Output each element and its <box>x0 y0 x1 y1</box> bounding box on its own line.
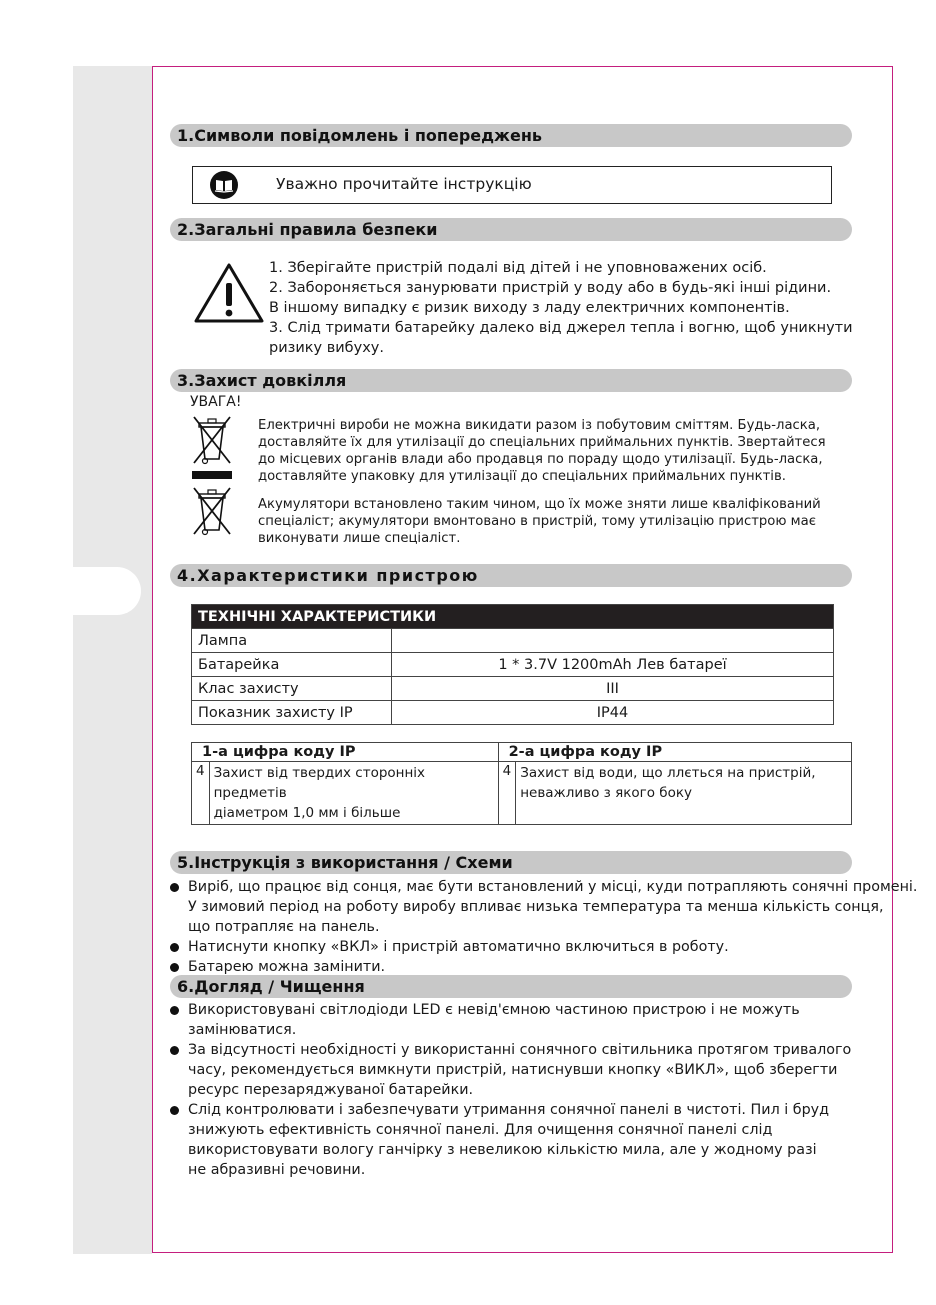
usage-line: Батарею можна замінити. <box>188 959 386 975</box>
warning-triangle-icon <box>193 262 265 324</box>
ip-header-second-digit: 2-а цифра коду IP <box>498 743 851 762</box>
ip-digit: 4 <box>498 762 516 825</box>
bullet-icon <box>170 963 179 972</box>
spec-label: Батарейка <box>192 653 392 677</box>
ip-header-first-digit: 1-а цифра коду IP <box>192 743 499 762</box>
notice-text: Уважно прочитайте інструкцію <box>276 175 532 193</box>
table-row <box>192 677 834 701</box>
spec-value: 1 * 3.7V 1200mAh Лев батареї <box>392 653 834 677</box>
ip-description-line: Захист від води, що ллється на пристрій, <box>520 765 816 781</box>
book-icon <box>210 171 238 199</box>
book-icon-glyph <box>210 171 238 199</box>
safety-rules <box>269 258 853 358</box>
bullet-icon <box>170 883 179 892</box>
env-line: до місцевих органів влади або продавця по пораду щодо утилізації. Будь-ласка, <box>258 452 823 467</box>
crossed-bin-icon <box>190 484 234 538</box>
ip-description-line: діаметром 1,0 мм і більше <box>213 805 401 821</box>
spec-header: ТЕХНІЧНІ ХАРАКТЕРИСТИКИ <box>192 605 834 629</box>
usage-line: що потрапляє на панель. <box>188 919 380 935</box>
section-title-6: 6.Догляд / Чищення <box>177 977 365 996</box>
ip-description-line: неважливо з якого боку <box>520 785 692 801</box>
care-line: часу, рекомендується вимкнути пристрій, натиснувши кнопку «ВИКЛ», щоб зберегти <box>188 1062 838 1078</box>
care-line: знижують ефективність сонячної панелі. Для очищення сонячної панелі слід <box>188 1122 773 1138</box>
ip-header-row <box>192 743 852 762</box>
env-line: доставляйте їх для утилізації до спеціальних приймальних пунктів. Звертайтеся <box>258 435 826 450</box>
spec-label: Клас захисту <box>192 677 392 701</box>
ip-description <box>209 762 498 825</box>
care-text <box>188 1000 851 1180</box>
safety-line: 2. Забороняється занурювати пристрій у воду або в будь-які інші рідини. <box>269 280 832 296</box>
warning-label: УВАГА! <box>190 394 242 410</box>
care-line: використовувати вологу ганчірку з невеликою кількістю мила, але у жодному разі <box>188 1142 817 1158</box>
env-line: Акумулятори встановлено таким чином, що їх може зняти лише кваліфікований <box>258 497 821 512</box>
care-line: ресурс перезаряджуваної батарейки. <box>188 1082 474 1098</box>
usage-text <box>188 877 917 977</box>
spec-label: Лампа <box>192 629 392 653</box>
care-line: замінюватися. <box>188 1022 297 1038</box>
table-row <box>192 629 834 653</box>
spec-value: III <box>392 677 834 701</box>
side-margin-band <box>73 66 152 1254</box>
safety-line: В іншому випадку є ризик виходу з ладу електричних компонентів. <box>269 300 790 316</box>
env-line: доставляйте упаковку для утилізації до спеціальних приймальних пунктів. <box>258 469 786 484</box>
spec-label: Показник захисту IP <box>192 701 392 725</box>
safety-line: 3. Слід тримати батарейку далеко від джерел тепла і вогню, щоб уникнути <box>269 320 853 336</box>
spec-header-row <box>192 605 834 629</box>
care-line: За відсутності необхідності у використанні сонячного світильника протягом тривалого <box>188 1042 852 1058</box>
env-paragraph-2 <box>258 496 821 547</box>
table-row <box>192 701 834 725</box>
usage-line: Виріб, що працює від сонця, має бути встановлений у місці, куди потрапляють сонячні промені. <box>188 879 918 895</box>
spec-value: IP44 <box>392 701 834 725</box>
ip-code-table <box>191 742 852 825</box>
spec-value <box>392 629 834 653</box>
side-tab-marker <box>73 567 141 615</box>
section-title-1: 1.Символи повідомлень і попереджень <box>177 126 542 145</box>
section-title-2: 2.Загальні правила безпеки <box>177 220 438 239</box>
care-line: не абразивні речовини. <box>188 1162 366 1178</box>
spec-table <box>191 604 834 725</box>
ip-digit: 4 <box>192 762 210 825</box>
ip-description-line: Захист від твердих сторонніх предметів <box>213 765 426 801</box>
separate-collection-bar <box>192 471 232 479</box>
bullet-icon <box>170 1006 179 1015</box>
safety-line: ризику вибуху. <box>269 340 384 356</box>
care-line: Використовувані світлодіоди LED є невід'ємною частиною пристрою і не можуть <box>188 1002 800 1018</box>
section-title-4: 4.Характеристики пристрою <box>177 566 479 585</box>
usage-line: Натиснути кнопку «ВКЛ» і пристрій автоматично включиться в роботу. <box>188 939 729 955</box>
care-line: Слід контролювати і забезпечувати утримання сонячної панелі в чистоті. Пил і бруд <box>188 1102 830 1118</box>
crossed-bin-icon <box>190 413 234 467</box>
bullet-icon <box>170 1046 179 1055</box>
env-line: Електричні вироби не можна викидати разом із побутовим сміттям. Будь-ласка, <box>258 418 821 433</box>
section-title-3: 3.Захист довкілля <box>177 371 347 390</box>
env-line: спеціаліст; акумулятори вмонтовано в пристрій, тому утилізацію пристрою має <box>258 514 816 529</box>
env-paragraph-1 <box>258 417 826 485</box>
bullet-icon <box>170 1106 179 1115</box>
table-row <box>192 653 834 677</box>
usage-line: У зимовий період на роботу виробу впливає низька температура та менша кількість сонця, <box>188 899 884 915</box>
section-title-5: 5.Інструкція з використання / Схеми <box>177 853 513 872</box>
safety-line: 1. Зберігайте пристрій подалі від дітей і не уповноважених осіб. <box>269 260 767 276</box>
table-row <box>192 762 852 825</box>
env-line: виконувати лише спеціаліст. <box>258 531 461 546</box>
bullet-icon <box>170 943 179 952</box>
ip-description <box>516 762 852 825</box>
